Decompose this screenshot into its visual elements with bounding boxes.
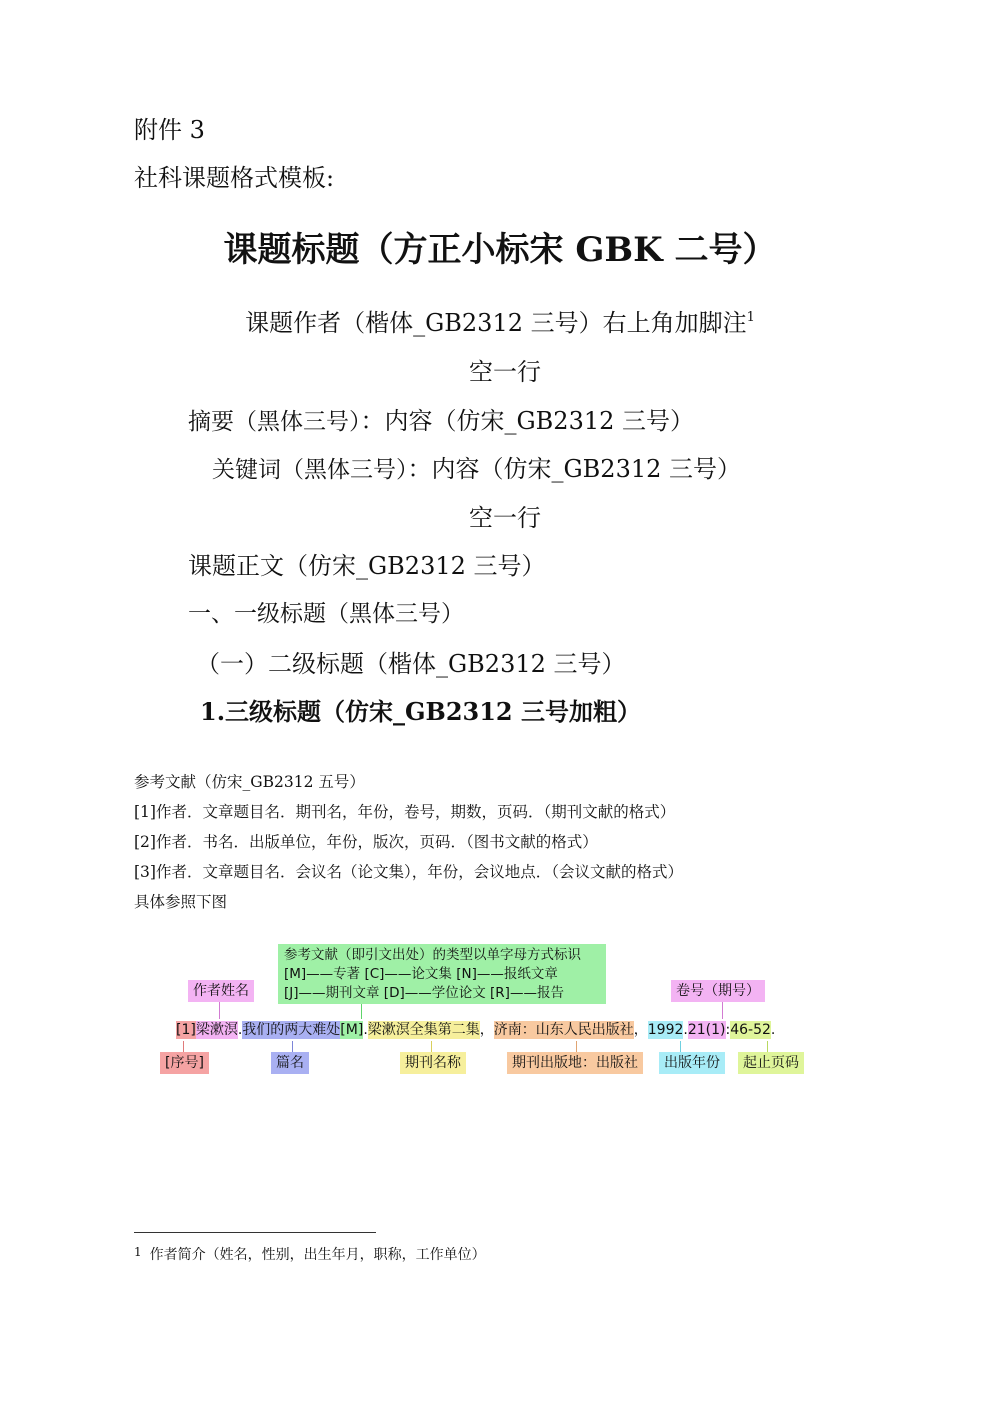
footnote <box>134 1244 486 1264</box>
reference-item-1: [1]作者．文章题目名．期刊名，年份，卷号，期数，页码．（期刊文献的格式） <box>134 803 676 821</box>
references-title: 参考文献（仿宋_GB2312 五号） <box>134 773 365 791</box>
citation-author: 梁漱溟 <box>195 1022 238 1038</box>
publisher-place-label: 期刊出版地：出版社 <box>507 1052 643 1074</box>
pub-year-label: 出版年份 <box>659 1052 725 1074</box>
citation-type: [M] <box>340 1022 364 1038</box>
heading-level-3: 1.三级标题（仿宋_GB2312 三号加粗） <box>200 697 641 726</box>
type-connector <box>361 1004 362 1019</box>
citation-comma-2: ， <box>633 1022 648 1038</box>
year-connector <box>680 1041 681 1052</box>
template-title: 社科课题格式模板: <box>134 164 335 192</box>
footnote-text: 作者简介（姓名，性别，出生年月，职称，工作单位） <box>149 1247 486 1263</box>
citation-colon: : <box>725 1022 731 1038</box>
volume-connector <box>722 1002 723 1019</box>
type-box-line-2: [M]——专著 [C]——论文集 [N]——报纸文章 <box>284 966 558 982</box>
abstract-label: 摘要（黑体三号） <box>188 409 361 435</box>
author-connector <box>219 1002 220 1019</box>
body-text-note: 课题正文（仿宋_GB2312 三号） <box>188 552 546 580</box>
attachment-label: 附件 3 <box>134 116 205 144</box>
footnote-number: 1 <box>134 1245 142 1259</box>
abstract-colon: ： <box>360 407 385 435</box>
journal-name-label: 期刊名称 <box>400 1052 466 1074</box>
citation-dot-2: . <box>363 1022 368 1038</box>
citation-seq: [1] <box>176 1022 196 1038</box>
keywords-colon: ： <box>407 455 432 483</box>
see-below-note: 具体参照下图 <box>134 893 228 911</box>
reference-type-box <box>278 944 606 1004</box>
title-connector <box>292 1041 293 1052</box>
serial-number-label: [序号] <box>160 1052 209 1074</box>
footnote-divider <box>134 1232 376 1233</box>
publisher-connector <box>576 1041 577 1052</box>
type-box-line-3: [J]——期刊文章 [D]——学位论文 [R]——报告 <box>284 985 564 1001</box>
citation-title: 我们的两大难处 <box>242 1022 341 1038</box>
citation-place: 济南：山东人民出版社 <box>493 1022 634 1038</box>
citation-dot-1: . <box>237 1022 243 1038</box>
citation-dot-3: . <box>683 1022 688 1038</box>
keywords-content: 内容（仿宋_GB2312 三号） <box>431 455 742 483</box>
journal-connector <box>431 1041 432 1052</box>
sample-citation <box>176 1019 775 1041</box>
blank-line-note-1: 空一行 <box>469 358 541 386</box>
heading-level-2: （一）二级标题（楷体_GB2312 三号） <box>196 650 626 678</box>
citation-pages: 46-52 <box>730 1022 771 1038</box>
footnote-mark: 1 <box>746 310 755 325</box>
author-line <box>0 303 1000 338</box>
type-box-line-1: 参考文献（即引文出处）的类型以单字母方式标识 <box>284 947 581 963</box>
volume-issue-label: 卷号（期号） <box>671 980 765 1002</box>
serial-connector <box>183 1041 184 1052</box>
title-name-label: 篇名 <box>271 1052 309 1074</box>
reference-item-2: [2]作者．书名．出版单位，年份，版次，页码．（图书文献的格式） <box>134 833 598 851</box>
citation-year: 1992 <box>647 1022 684 1038</box>
abstract-content: 内容（仿宋_GB2312 三号） <box>384 407 695 435</box>
keywords-label: 关键词（黑体三号） <box>212 457 408 483</box>
blank-line-note-2: 空一行 <box>469 504 541 532</box>
pages-connector <box>767 1041 768 1052</box>
citation-end: . <box>770 1022 776 1038</box>
reference-item-3: [3]作者．文章题目名．会议名（论文集），年份，会议地点．（会议文献的格式） <box>134 863 683 881</box>
citation-comma-1: ， <box>479 1022 494 1038</box>
citation-volume: 21(1) <box>687 1022 726 1038</box>
page-title: 课题标题（方正小标宋 GBK 二号） <box>223 230 777 270</box>
page-range-label: 起止页码 <box>738 1052 804 1074</box>
author-name-label: 作者姓名 <box>188 980 254 1002</box>
abstract-line <box>188 401 694 436</box>
keywords-line <box>212 449 741 484</box>
citation-journal: 梁漱溟全集第二集 <box>367 1022 480 1038</box>
author-line-text: 课题作者（楷体_GB2312 三号）右上角加脚注 <box>245 309 747 337</box>
heading-level-1: 一、一级标题（黑体三号） <box>188 601 464 627</box>
